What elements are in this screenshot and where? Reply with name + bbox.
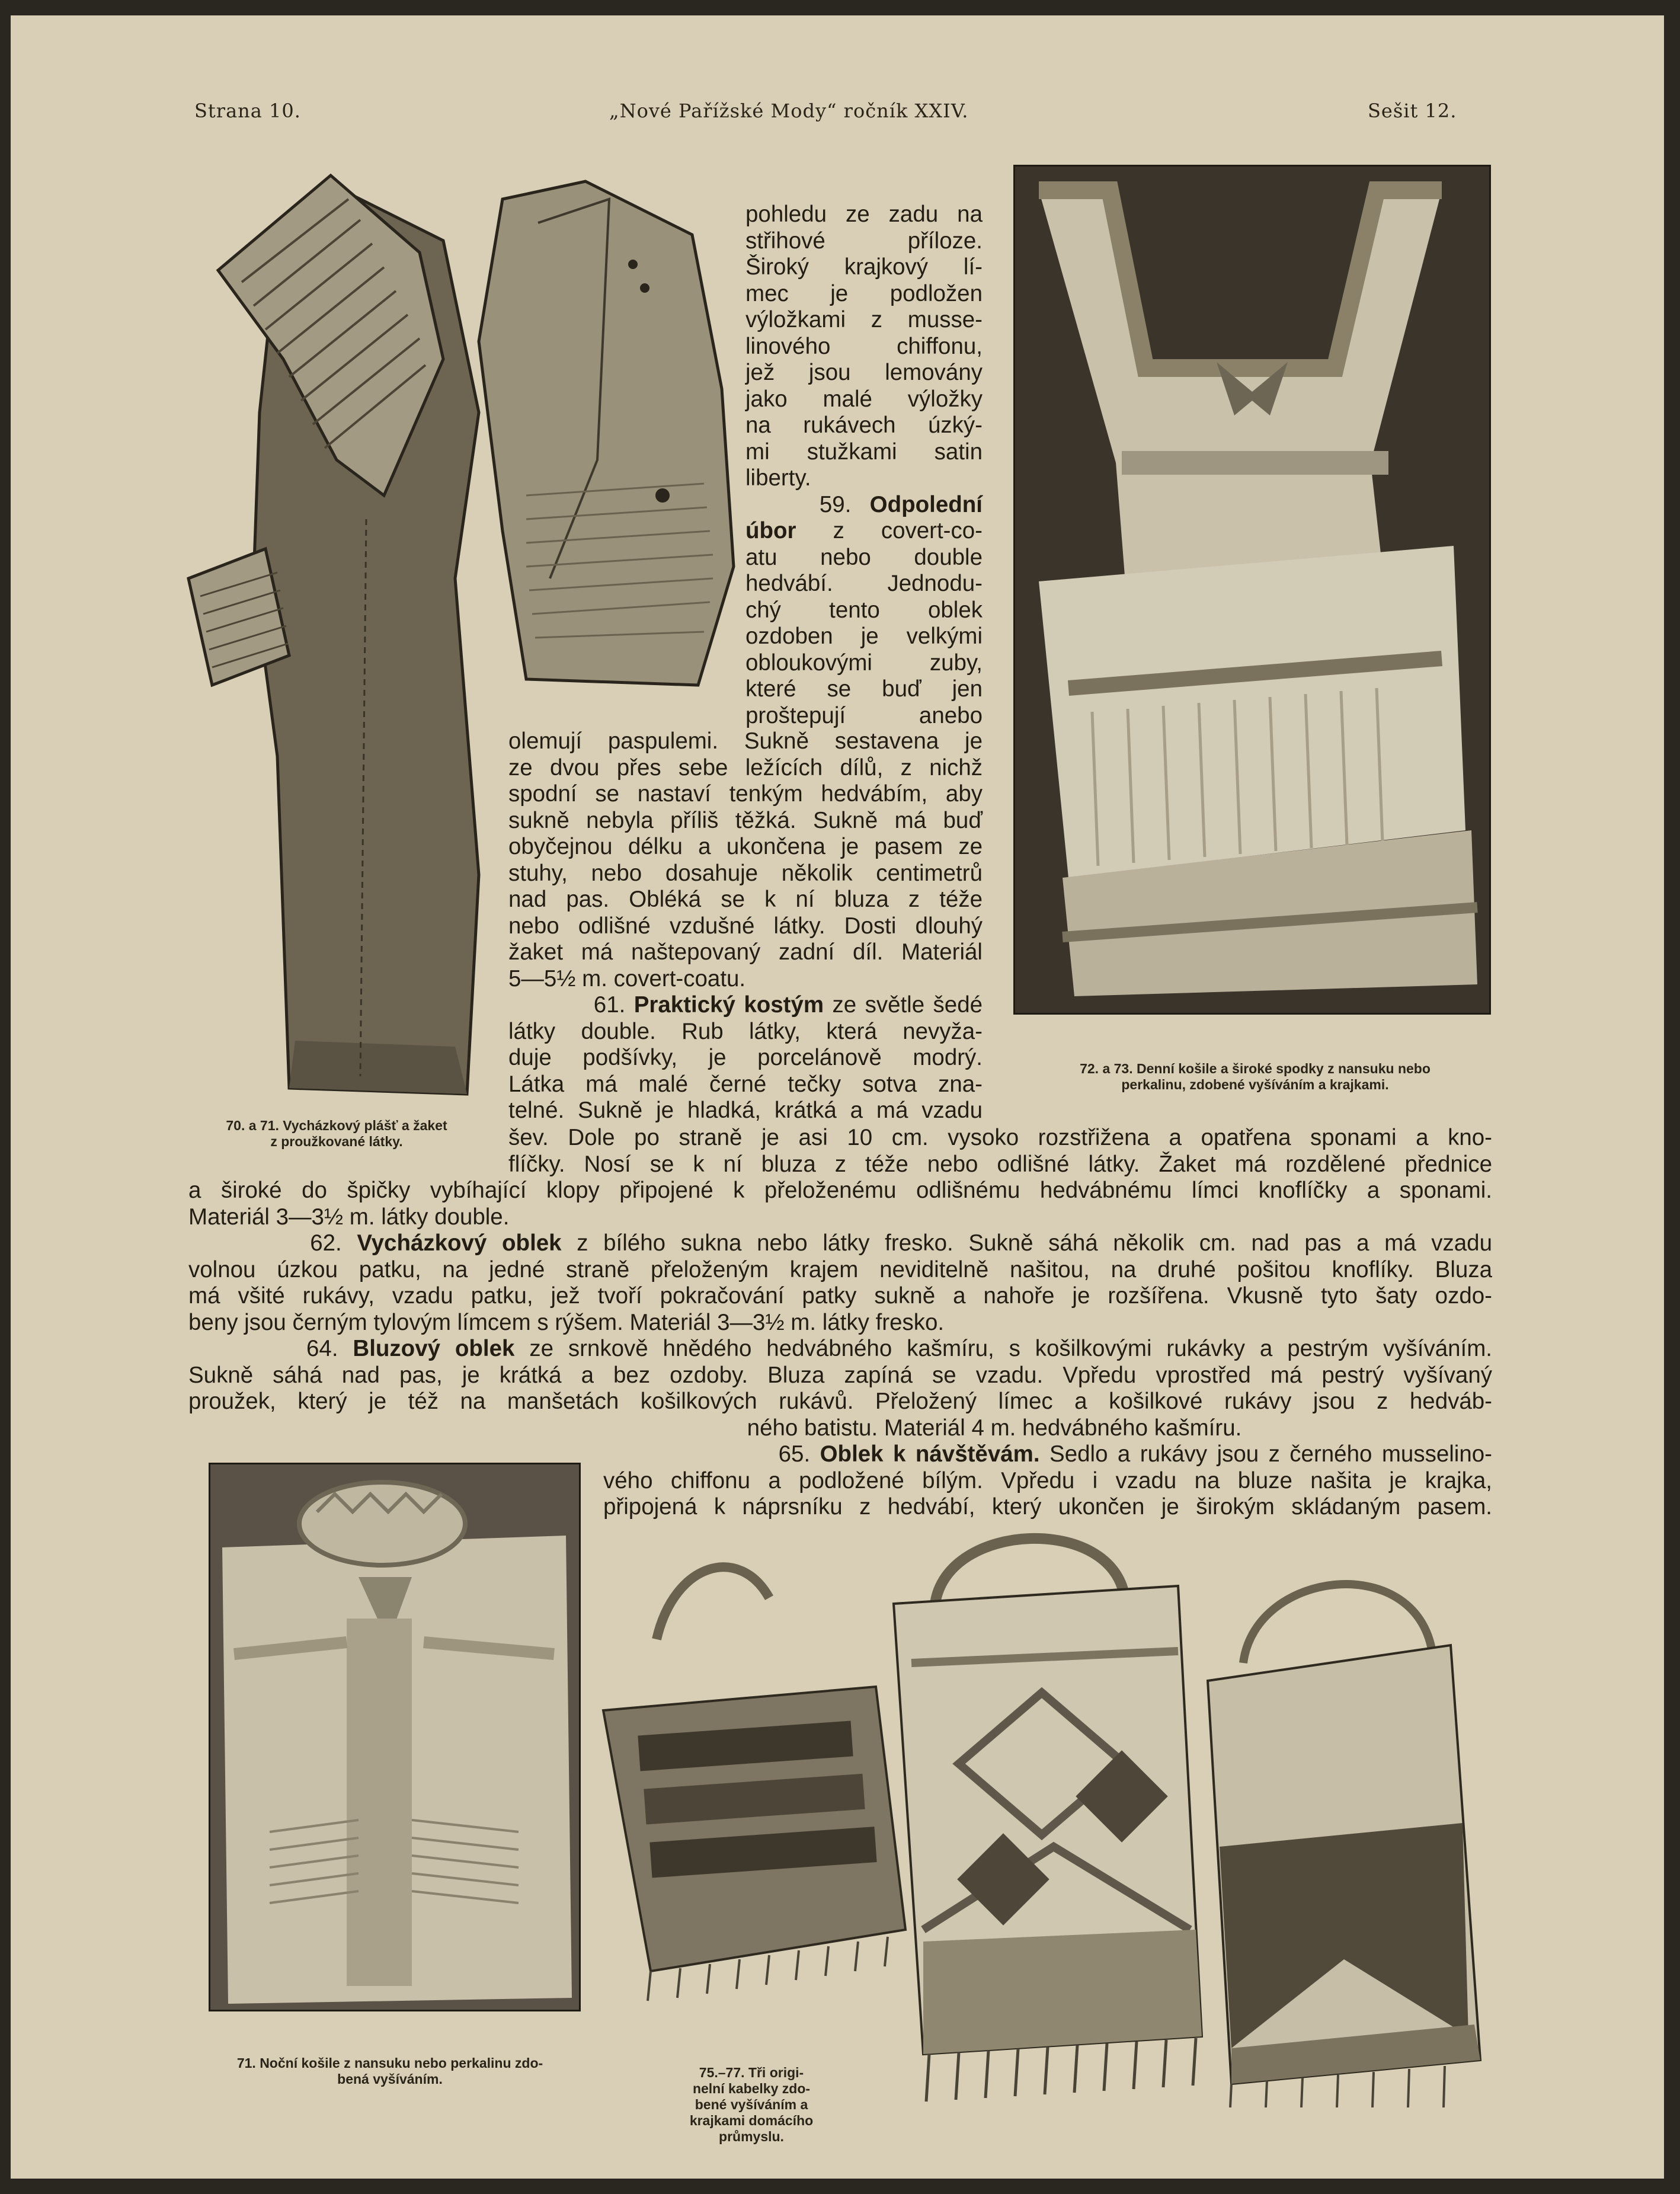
text-line [745, 518, 983, 545]
item-62-heading [188, 1230, 1492, 1257]
text-line: liberty. [745, 465, 811, 491]
text-line: beny jsou černým tylovým límcem s rýšem. Materiál 3—3½ m. látky fresko. [188, 1309, 945, 1335]
item-title: Bluzový oblek [353, 1336, 515, 1361]
header-issue-number: Sešit 12. [1368, 100, 1457, 122]
text-line: žaket má naštepovaný zadní díl. Materiál [508, 939, 983, 965]
text-line: pohledu ze zadu na [745, 202, 983, 227]
article-item-65 [603, 1441, 1492, 1521]
text-line: mec je podložen [745, 280, 983, 306]
text-line: střihové příloze. [745, 228, 983, 254]
text-line: a široké do špičky vybíhající klopy připojené k přeloženému odlišnému hedvábnému límci knoflíčky a sponami. [188, 1178, 1492, 1203]
photo-nightgown [209, 1463, 581, 2011]
caption-fig-70-71 [177, 1118, 497, 1150]
illustration-three-handbags [591, 1515, 1492, 2107]
text-line: nebo odlišné vzdušné látky. Dosti dlouhý [508, 913, 983, 939]
caption-fig-71 [200, 2055, 580, 2087]
item-number: 65. [778, 1441, 811, 1467]
text-line: olemují paspulemi. Sukně sestavena je [508, 728, 983, 754]
item-text: ze srnkově hnědého hedvábného kašmíru, s košilkovými rukávky a pestrým vyšíváním. [514, 1336, 1492, 1361]
item-64-heading [188, 1336, 1492, 1363]
item-number: 62. [310, 1230, 342, 1256]
text-line: látky double. Rub látky, která nevyža- [508, 1018, 983, 1044]
text-line: spodní se nastaví tenkým hedvábím, aby [508, 781, 983, 807]
caption-line: krajkami domácího [689, 2113, 814, 2128]
text-line: vého chiffonu a podložené bílým. Vpředu i vzadu na bluze našita je krajka, [603, 1467, 1492, 1493]
item-65-heading [603, 1441, 1492, 1468]
caption-line: 71. Noční košile z nansuku nebo perkalinu zdo- [236, 2055, 543, 2071]
item-text: Sedlo a rukávy jsou z černého musselino- [1039, 1441, 1492, 1467]
article-continuation [508, 1125, 1492, 1178]
header-page-number: Strana 10. [194, 100, 301, 122]
text-line: linového chiffonu, [745, 333, 983, 359]
text-line: chý tento oblek [745, 597, 983, 623]
text-line: mi stužkami satin [745, 439, 983, 465]
caption-line: bené vyšíváním a [695, 2097, 808, 2112]
text-line: duje podšívky, je porcelánově modrý. [508, 1045, 983, 1070]
header-magazine-title: „Nové Pařížské Mody“ ročník XXIV. [609, 100, 969, 122]
item-59-heading [745, 492, 983, 519]
text-line: ze dvou přes sebe ležících dílů, z nichž [508, 754, 983, 781]
article-column-narrow [745, 202, 983, 729]
item-number: 64. [306, 1336, 338, 1361]
caption-line: průmyslu. [719, 2129, 784, 2144]
item-text: z bílého sukna nebo látky fresko. Sukně sáhá několik cm. nad pas a má vzadu [561, 1230, 1492, 1256]
item-title: úbor [745, 518, 796, 543]
text-line: obyčejnou délku a ukončena je pasem ze [508, 834, 983, 859]
item-title: Praktický kostým [633, 992, 824, 1018]
text-line: Široký krajkový lí- [745, 254, 983, 280]
caption-fig-75-77 [645, 2065, 858, 2145]
item-title: Oblek k návštěvám. [820, 1441, 1040, 1467]
caption-line: nelní kabelky zdo- [692, 2081, 811, 2096]
text-line: flíčky. Nosí se k ní bluza z téže nebo odlišné látky. Žaket má rozdělené přednice [508, 1151, 1492, 1177]
text-line: připojená k náprsníku z hedvábí, který ukončen je širokým skládaným pasem. [603, 1494, 1492, 1520]
item-title: Odpolední [869, 491, 983, 517]
text-line: Materiál 3—3½ m. látky double. [188, 1204, 510, 1230]
item-number: 61. [593, 992, 626, 1018]
text-line: má všité rukávy, vzadu patku, jež tvoří pokračování patky sukně a nahoře je rozšířena. Vkusně tyto šaty ozdo- [188, 1283, 1492, 1309]
item-text: z covert-co- [796, 518, 983, 543]
text-line: obloukovými zuby, [745, 650, 983, 676]
article-full-width [188, 1178, 1492, 1415]
text-line: atu nebo double [745, 544, 983, 570]
item-number: 59. [819, 491, 852, 517]
caption-line: z proužkované látky. [270, 1134, 403, 1149]
text-line: které se buď jen [745, 676, 983, 702]
text-line: hedvábí. Jednodu- [745, 571, 983, 596]
text-line: Látka má malé černé tečky sotva zna- [508, 1071, 983, 1097]
caption-line: 70. a 71. Vycházkový plášť a žaket [226, 1118, 447, 1133]
item-61-heading [508, 992, 983, 1019]
text-line: proužek, který je též na manšetách košilkových rukávů. Přeložený límec a košilkové rukávy jsou z hedváb- [188, 1389, 1492, 1414]
text-line: šev. Dole po straně je asi 10 cm. vysoko rozstřižena a opatřena sponami a kno- [508, 1125, 1492, 1150]
magazine-page [11, 15, 1664, 2179]
text-line: výložkami z musse- [745, 307, 983, 332]
item-text: ze světle šedé [824, 992, 983, 1018]
text-line: ozdoben je velkými [745, 623, 983, 649]
text-line: jež jsou lemovány [745, 360, 983, 385]
text-line: ného batistu. Materiál 4 m. hedvábného kašmíru. [747, 1415, 1242, 1441]
article-column-wide [508, 728, 983, 1124]
text-line: na rukávech úzký- [745, 412, 983, 438]
text-line: volnou úzkou patku, na jedné straně přeloženým krajem neviditelně našitou, na druhé pošitou knoflíky. Bluza [188, 1256, 1492, 1283]
caption-line: 75.–77. Tři origi- [699, 2065, 804, 2080]
text-line: sukně nebyla příliš těžká. Sukně má buď [508, 807, 983, 833]
article-line-centered [609, 1415, 1380, 1442]
text-line: 5—5½ m. covert-coatu. [508, 965, 746, 992]
photo-chemise-and-drawers [1013, 165, 1491, 1015]
text-line: proštepují anebo [745, 702, 983, 728]
text-line: jako malé výložky [745, 386, 983, 412]
text-line: stuhy, nebo dosahuje několik centimetrů [508, 860, 983, 886]
caption-line: bená vyšíváním. [337, 2071, 443, 2087]
text-line: nad pas. Obléká se k ní bluza z téže [508, 887, 983, 912]
text-line: telné. Sukně je hladká, krátká a má vzadu [508, 1098, 983, 1123]
text-line: Sukně sáhá nad pas, je krátká a bez ozdoby. Bluza zapíná se vzadu. Vpředu vprostřed má pestrý vyšívaný [188, 1362, 1492, 1388]
caption-line: perkalinu, zdobené vyšíváním a krajkami. [1121, 1077, 1389, 1092]
caption-fig-72-73 [1006, 1061, 1504, 1093]
item-title: Vycházkový oblek [357, 1230, 562, 1256]
caption-line: 72. a 73. Denní košile a široké spodky z nansuku nebo [1080, 1061, 1431, 1076]
